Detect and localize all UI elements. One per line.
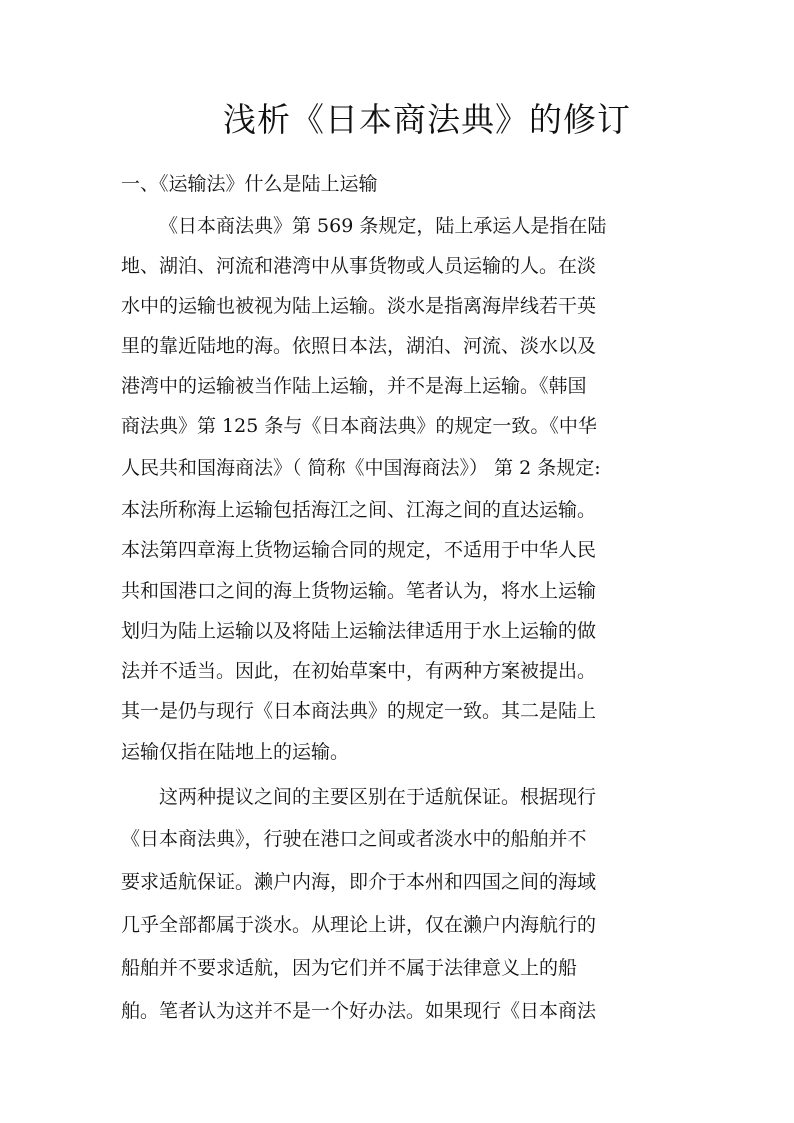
paragraph-line: 共和国港口之间的海上货物运输。笔者认为，将水上运输 <box>121 580 597 602</box>
paragraph-line: 法并不适当。因此，在初始草案中，有两种方案被提出。 <box>121 660 597 682</box>
paragraph-line: 运输仅指在陆地上的运输。 <box>121 741 350 763</box>
paragraph-line: 《日本商法典》，行驶在港口之间或者淡水中的船舶并不 <box>121 828 587 850</box>
paragraph-line: 这两种提议之间的主要区别在于适航保证。根据现行 <box>159 786 597 808</box>
paragraph-line: 本法第四章海上货物运输合同的规定，不适用于中华人民 <box>121 539 597 561</box>
section-heading: 一、《运输法》什么是陆上运输 <box>121 173 378 195</box>
paragraph-line: 本法所称海上运输包括海江之间、江海之间的直达运输。 <box>121 499 597 521</box>
paragraph-line: 要求适航保证。濑户内海，即介于本州和四国之间的海域 <box>121 871 597 893</box>
paragraph-line: 里的靠近陆地的海。依照日本法，湖泊、河流、淡水以及 <box>121 335 597 357</box>
document-title: 浅析《日本商法典》的修订 <box>223 100 631 139</box>
paragraph-line: 水中的运输也被视为陆上运输。淡水是指离海岸线若干英 <box>121 295 597 317</box>
paragraph-line: 舶。笔者认为这并不是一个好办法。如果现行《日本商法 <box>121 1000 597 1022</box>
paragraph-line: 其一是仍与现行《日本商法典》的规定一致。其二是陆上 <box>121 700 597 722</box>
paragraph-line: 地、湖泊、河流和港湾中从事货物或人员运输的人。在淡 <box>121 255 597 277</box>
paragraph-line: 划归为陆上运输以及将陆上运输法律适用于水上运输的做 <box>121 620 597 642</box>
paragraph-line: 港湾中的运输被当作陆上运输，并不是海上运输。《韩国 <box>121 375 587 397</box>
paragraph-line: 《日本商法典》第 569 条规定，陆上承运人是指在陆 <box>159 215 607 237</box>
paragraph-line: 人民共和国海商法》（ 简称《中国海商法》） 第 2 条规定: <box>121 457 601 479</box>
paragraph-line: 几乎全部都属于淡水。从理论上讲，仅在濑户内海航行的 <box>121 914 597 936</box>
paragraph-line: 商法典》第 125 条与《日本商法典》的规定一致。《中华 <box>121 415 597 437</box>
paragraph-line: 船舶并不要求适航，因为它们并不属于法律意义上的船 <box>121 957 578 979</box>
